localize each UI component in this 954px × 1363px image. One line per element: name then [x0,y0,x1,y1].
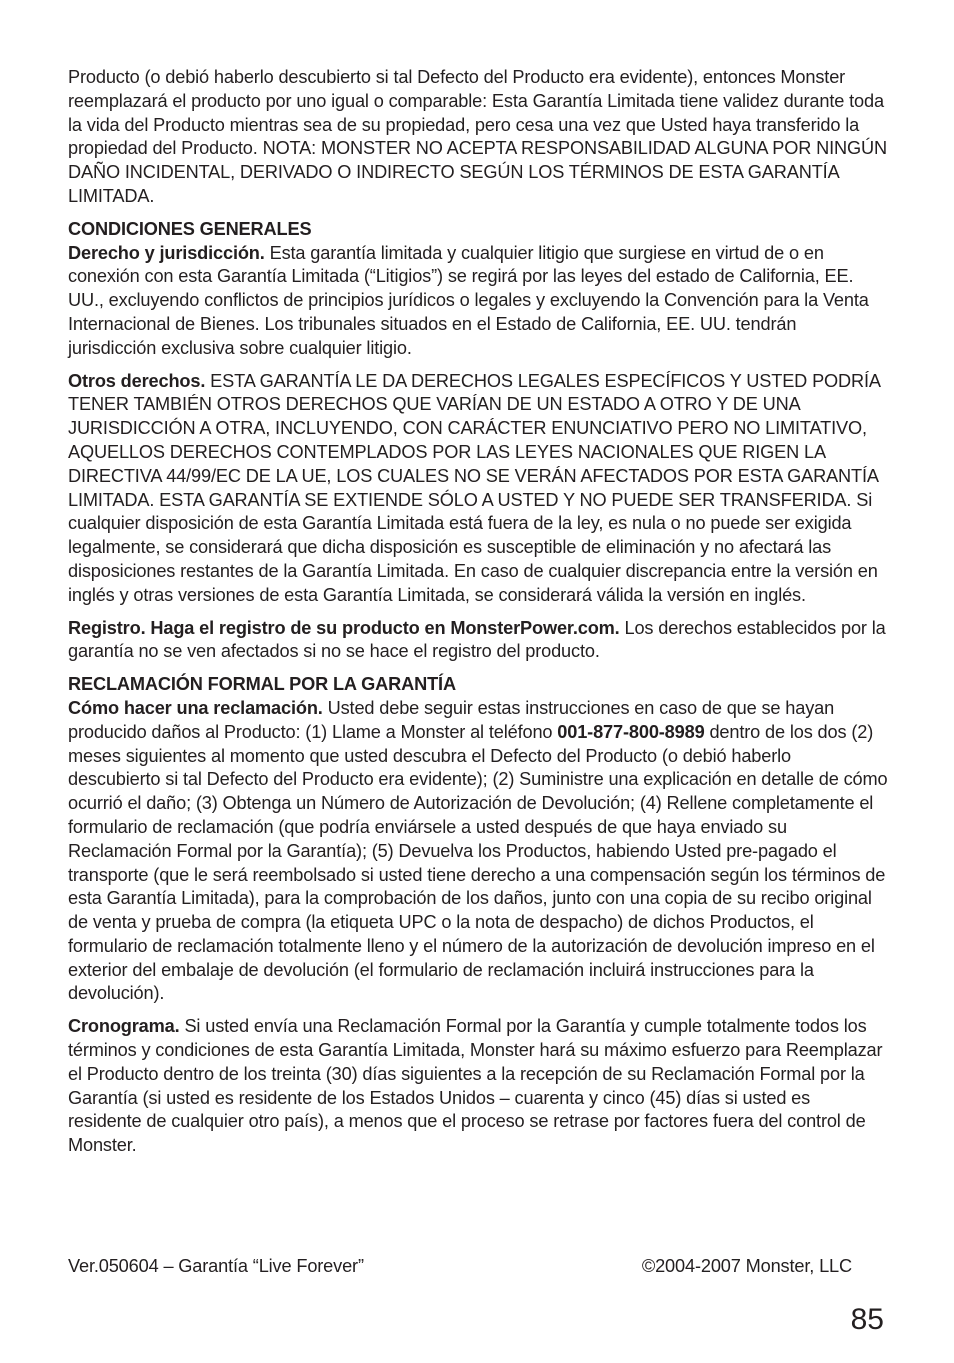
phone-number: 001-877-800-8989 [557,721,705,742]
general-conditions-heading: CONDICIONES GENERALES [68,218,312,239]
other-rights-paragraph [68,370,888,608]
registration-lead: Registro. Haga el registro de su producto en MonsterPower.com. [68,617,620,638]
document-body [68,66,888,1167]
timeline-text: Si usted envía una Reclamación Formal por la Garantía y cumple totalmente todos los términos y condiciones de esta Garantía Limitada, Monster hará su máximo esfuerzo para Reemplazar el Producto dentro de los treinta (30) días siguientes a la recepción de su Reclamación Formal por la Garantía (si usted es residente de los Estados Unidos – cuarenta y cinco (45) días si usted es residente de cualquier otro país), a menos que el proceso se retrase por factores fuera del control de Monster. [68,1016,883,1156]
timeline-lead: Cronograma. [68,1016,180,1037]
timeline-paragraph [68,1015,888,1158]
jurisdiction-paragraph [68,242,888,361]
other-rights-text: ESTA GARANTÍA LE DA DERECHOS LEGALES ESPECÍFICOS Y USTED PODRÍA TENER TAMBIÉN OTROS DERECHOS QUE VARÍAN DE UN ESTADO A OTRO Y DE UNA JURISDICCIÓN A OTRA, INCLUYENDO, CON CARÁCTER ENUNCIATIVO PERO NO LIMITATIVO, AQUELLOS DERECHOS CONTEMPLADOS POR LAS LEYES NACIONALES QUE RIGEN LA DIRECTIVA 44/99/EC DE LA UE, LOS CUALES NO SE VERÁN AFECTADOS POR ESTA GARANTÍA LIMITADA. ESTA GARANTÍA SE EXTIENDE SÓLO A USTED Y NO PUEDE SER TRANSFERIDA. Si cualquier disposición de esta Garantía Limitada está fuera de la ley, es nula o no puede ser exigida legalmente, se considerará que dicha disposición es susceptible de eliminación y no afectará las disposiciones restantes de la Garantía Limitada. En caso de cualquier discrepancia entre la versión en inglés y otras versiones de esta Garantía Limitada, se considerará válida la versión en inglés. [68,370,880,605]
how-to-claim-text-1: Usted debe seguir estas instrucciones en caso de que se hayan producido daños al Producto: (1) Llame a Monster al teléfono [68,697,835,742]
how-to-claim-paragraph [68,697,888,1006]
intro-paragraph: Producto (o debió haberlo descubierto si tal Defecto del Producto era evidente), entonces Monster reemplazará el producto por uno igual o comparable: Esta Garantía Limitada tiene validez durante toda la vida del Producto mientras sea de su propiedad, pero cesa una vez que Usted haya transferido la propiedad del Producto. NOTA: MONSTER NO ACEPTA RESPONSABILIDAD ALGUNA POR NINGÚN DAÑO INCIDENTAL, DERIVADO O INDIRECTO SEGÚN LOS TÉRMINOS DE ESTA GARANTÍA LIMITADA. [68,67,888,206]
page-number: 85 [850,1303,884,1336]
registration-text: Los derechos establecidos por la garantía no se ven afectados si no se hace el registro del producto. [68,617,886,662]
formal-claim-heading: RECLAMACIÓN FORMAL POR LA GARANTÍA [68,674,456,695]
how-to-claim-lead: Cómo hacer una reclamación. [68,697,323,718]
other-rights-lead: Otros derechos. [68,370,206,391]
general-conditions-section [68,218,888,361]
jurisdiction-text: Esta garantía limitada y cualquier litigio que surgiese en virtud de o en conexión con esta Garantía Limitada (“Litigios”) se regirá por las leyes del estado de California, EE. UU., excluyendo conflictos de principios jurídicos o legales y excluyendo la Convención para la Venta Internacional de Bienes. Los tribunales situados en el Estado de California, EE. UU. tendrán jurisdicción exclusiva sobre cualquier litigio. [68,242,869,358]
formal-claim-section [68,673,888,1006]
footer-copyright: ©2004-2007 Monster, LLC [641,1256,852,1276]
registration-paragraph [68,617,888,665]
how-to-claim-text-2: dentro de los dos (2) meses siguientes al momento que usted descubra el Defecto del Producto (o debió haberlo descubierto si tal Defecto del Producto era evidente); (2) Suministre una explicación en detalle de cómo ocurrió el daño; (3) Obtenga un Número de Autorización de Devolución; (4) Rellene completamente el formulario de reclamación (que podría enviársele a usted después de que haya enviado su Reclamación Formal por la Garantía); (5) Devuelva los Productos, habiendo Usted pre-pagado el transporte (que le será reembolsado si usted tiene derecho a una compensación según los términos de esta Garantía Limitada), para la comprobación de los daños, junto con una copia de su recibo original de venta y prueba de compra (la etiqueta UPC o la nota de despacho) de dichos Productos, el formulario de reclamación totalmente lleno y el número de la autorización de devolución impreso en el exterior del embalaje de devolución (el formulario de reclamación incluirá instrucciones para la devolución). [68,721,888,1004]
jurisdiction-lead: Derecho y jurisdicción. [68,242,265,263]
footer-version: Ver.050604 – Garantía “Live Forever” [68,1256,364,1276]
